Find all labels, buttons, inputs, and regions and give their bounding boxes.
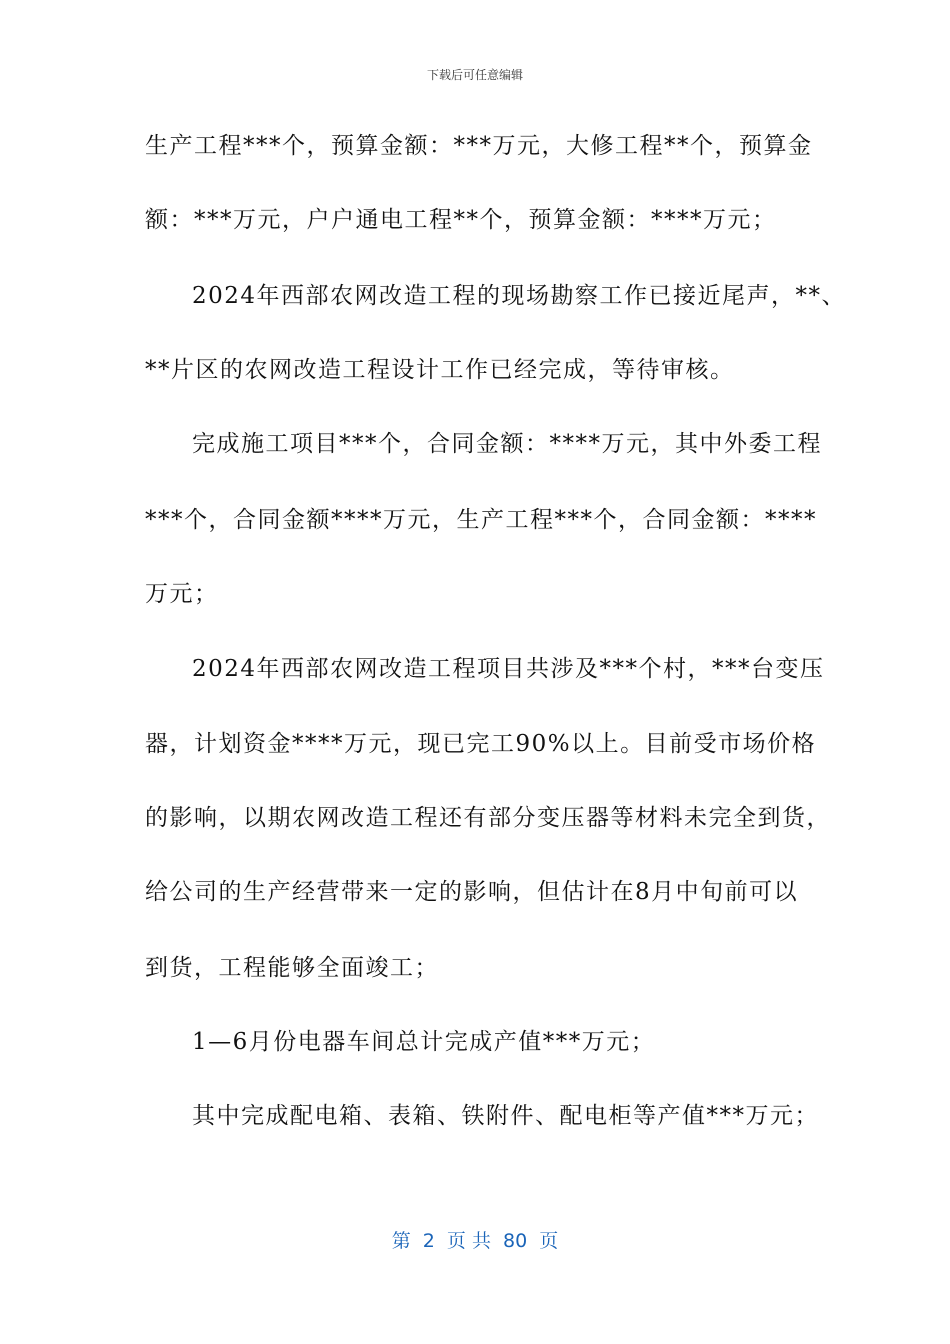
text-line: 到货，工程能够全面竣工； [145, 955, 439, 981]
page-number-footer: 第 2 页 共 80 页 [391, 1230, 559, 1252]
text-line: 万元； [145, 581, 219, 607]
text-line: 额：***万元，户户通电工程**个，预算金额：****万元； [145, 207, 777, 233]
text-line: ***个，合同金额****万元，生产工程***个，合同金额：**** [145, 507, 817, 533]
text-line: 器，计划资金****万元，现已完工90%以上。目前受市场价格 [145, 731, 817, 757]
text-line: 其中完成配电箱、表箱、铁附件、配电柜等产值***万元； [192, 1103, 819, 1129]
text-line: 1—6月份电器车间总计完成产值***万元； [192, 1029, 656, 1055]
text-line: 完成施工项目***个，合同金额：****万元，其中外委工程 [192, 431, 822, 457]
text-line: 2024年西部农网改造工程的现场勘察工作已接近尾声，**、 [192, 283, 847, 309]
text-line: 的影响，以期农网改造工程还有部分变压器等材料未完全到货， [145, 805, 831, 831]
page-header: 下载后可任意编辑 [426, 68, 523, 82]
text-line: 给公司的生产经营带来一定的影响，但估计在8月中旬前可以 [145, 879, 799, 905]
text-line: 生产工程***个，预算金额：***万元，大修工程**个，预算金 [145, 133, 813, 159]
text-line: **片区的农网改造工程设计工作已经完成，等待审核。 [145, 357, 735, 383]
text-line: 2024年西部农网改造工程项目共涉及***个村，***台变压 [192, 656, 825, 682]
